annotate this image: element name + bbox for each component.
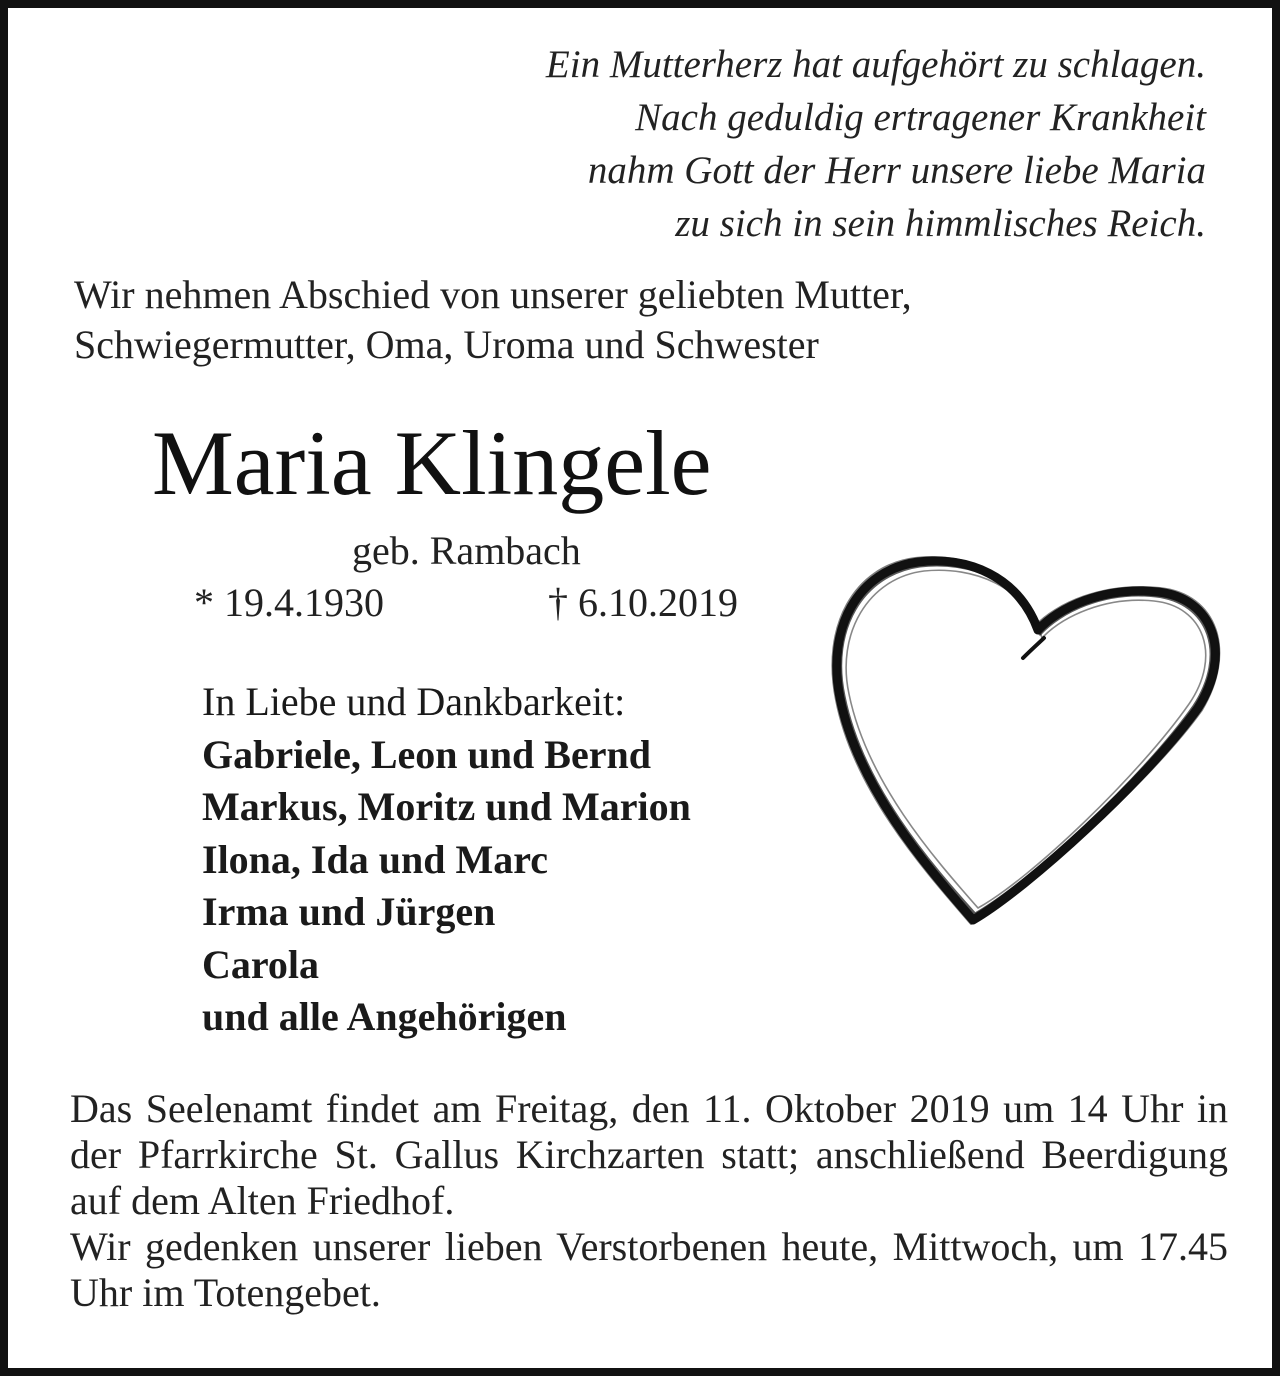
family-member: Ilona, Ida und Marc bbox=[202, 836, 549, 882]
funeral-details: Das Seelenamt findet am Freitag, den 11. Oktober 2019 um 14 Uhr in der Pfarrkirche St. Gallus Kirchzarten statt; anschließend Beerdigung auf dem Alten Friedhof. bbox=[70, 1086, 1228, 1223]
heart-outline-icon bbox=[818, 538, 1228, 938]
poem-line: Nach geduldig ertragener Krankheit bbox=[635, 96, 1206, 139]
death-date: † 6.10.2019 bbox=[548, 580, 738, 625]
intro-line: Schwiegermutter, Oma, Uroma und Schwester bbox=[74, 322, 819, 367]
poem-line: nahm Gott der Herr unsere liebe Maria bbox=[587, 149, 1206, 192]
maiden-name: geb. Rambach bbox=[352, 528, 581, 573]
deceased-name: Maria Klingele bbox=[152, 412, 712, 514]
family-heading: In Liebe und Dankbarkeit: bbox=[202, 679, 626, 724]
service-notice bbox=[70, 1086, 1228, 1316]
memorial-prayer: Wir gedenken unserer lieben Verstorbenen heute, Mittwoch, um 17.45 Uhr im Totengebet. bbox=[70, 1224, 1228, 1315]
intro-text bbox=[74, 270, 912, 370]
family-member: Markus, Moritz und Marion bbox=[202, 784, 691, 829]
family-signature bbox=[202, 676, 691, 1044]
family-member: Irma und Jürgen bbox=[202, 889, 496, 934]
family-member: Carola bbox=[202, 941, 320, 987]
poem-line: Ein Mutterherz hat aufgehört zu schlagen. bbox=[545, 43, 1206, 86]
birth-date: * 19.4.1930 bbox=[194, 580, 384, 625]
family-member: und alle Angehörigen bbox=[202, 994, 567, 1039]
poem bbox=[546, 38, 1206, 250]
family-member: Gabriele, Leon und Bernd bbox=[202, 731, 651, 777]
intro-line: Wir nehmen Abschied von unserer geliebten Mutter, bbox=[74, 272, 912, 317]
poem-line: zu sich in sein himmlisches Reich. bbox=[675, 202, 1206, 245]
